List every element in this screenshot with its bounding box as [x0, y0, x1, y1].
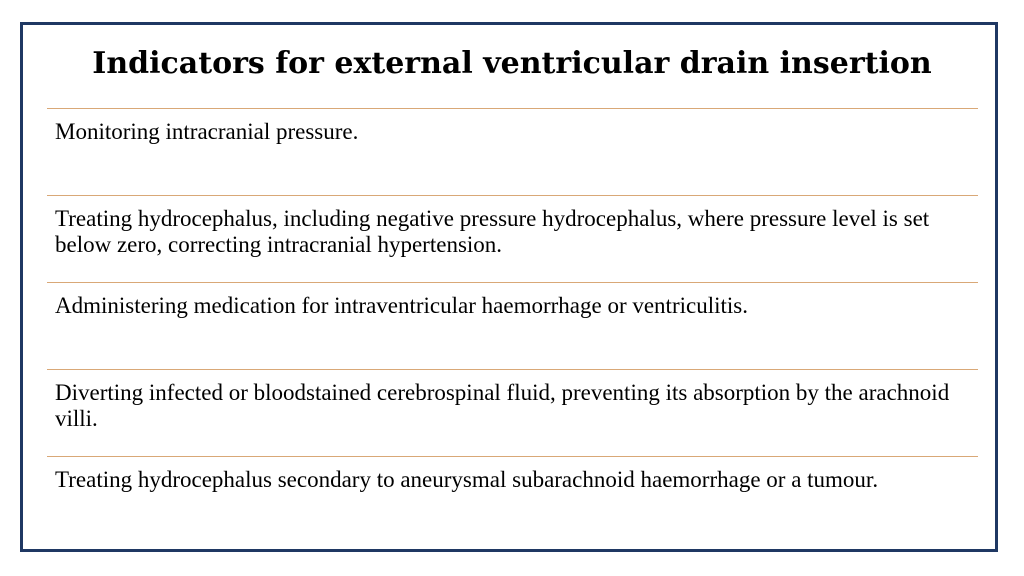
indicator-row: Treating hydrocephalus secondary to aneurysmal subarachnoid haemorrhage or a tumour. — [47, 456, 978, 543]
indicator-list — [47, 108, 978, 543]
slide-title: Indicators for external ventricular drain insertion — [92, 46, 932, 81]
indicator-row: Monitoring intracranial pressure. — [47, 108, 978, 195]
indicator-row: Administering medication for intraventricular haemorrhage or ventriculitis. — [47, 282, 978, 369]
indicator-row: Treating hydrocephalus, including negative pressure hydrocephalus, where pressure level is set below zero, correcting intracranial hypertension. — [47, 195, 978, 282]
indicator-row: Diverting infected or bloodstained cerebrospinal fluid, preventing its absorption by the arachnoid villi. — [47, 369, 978, 456]
